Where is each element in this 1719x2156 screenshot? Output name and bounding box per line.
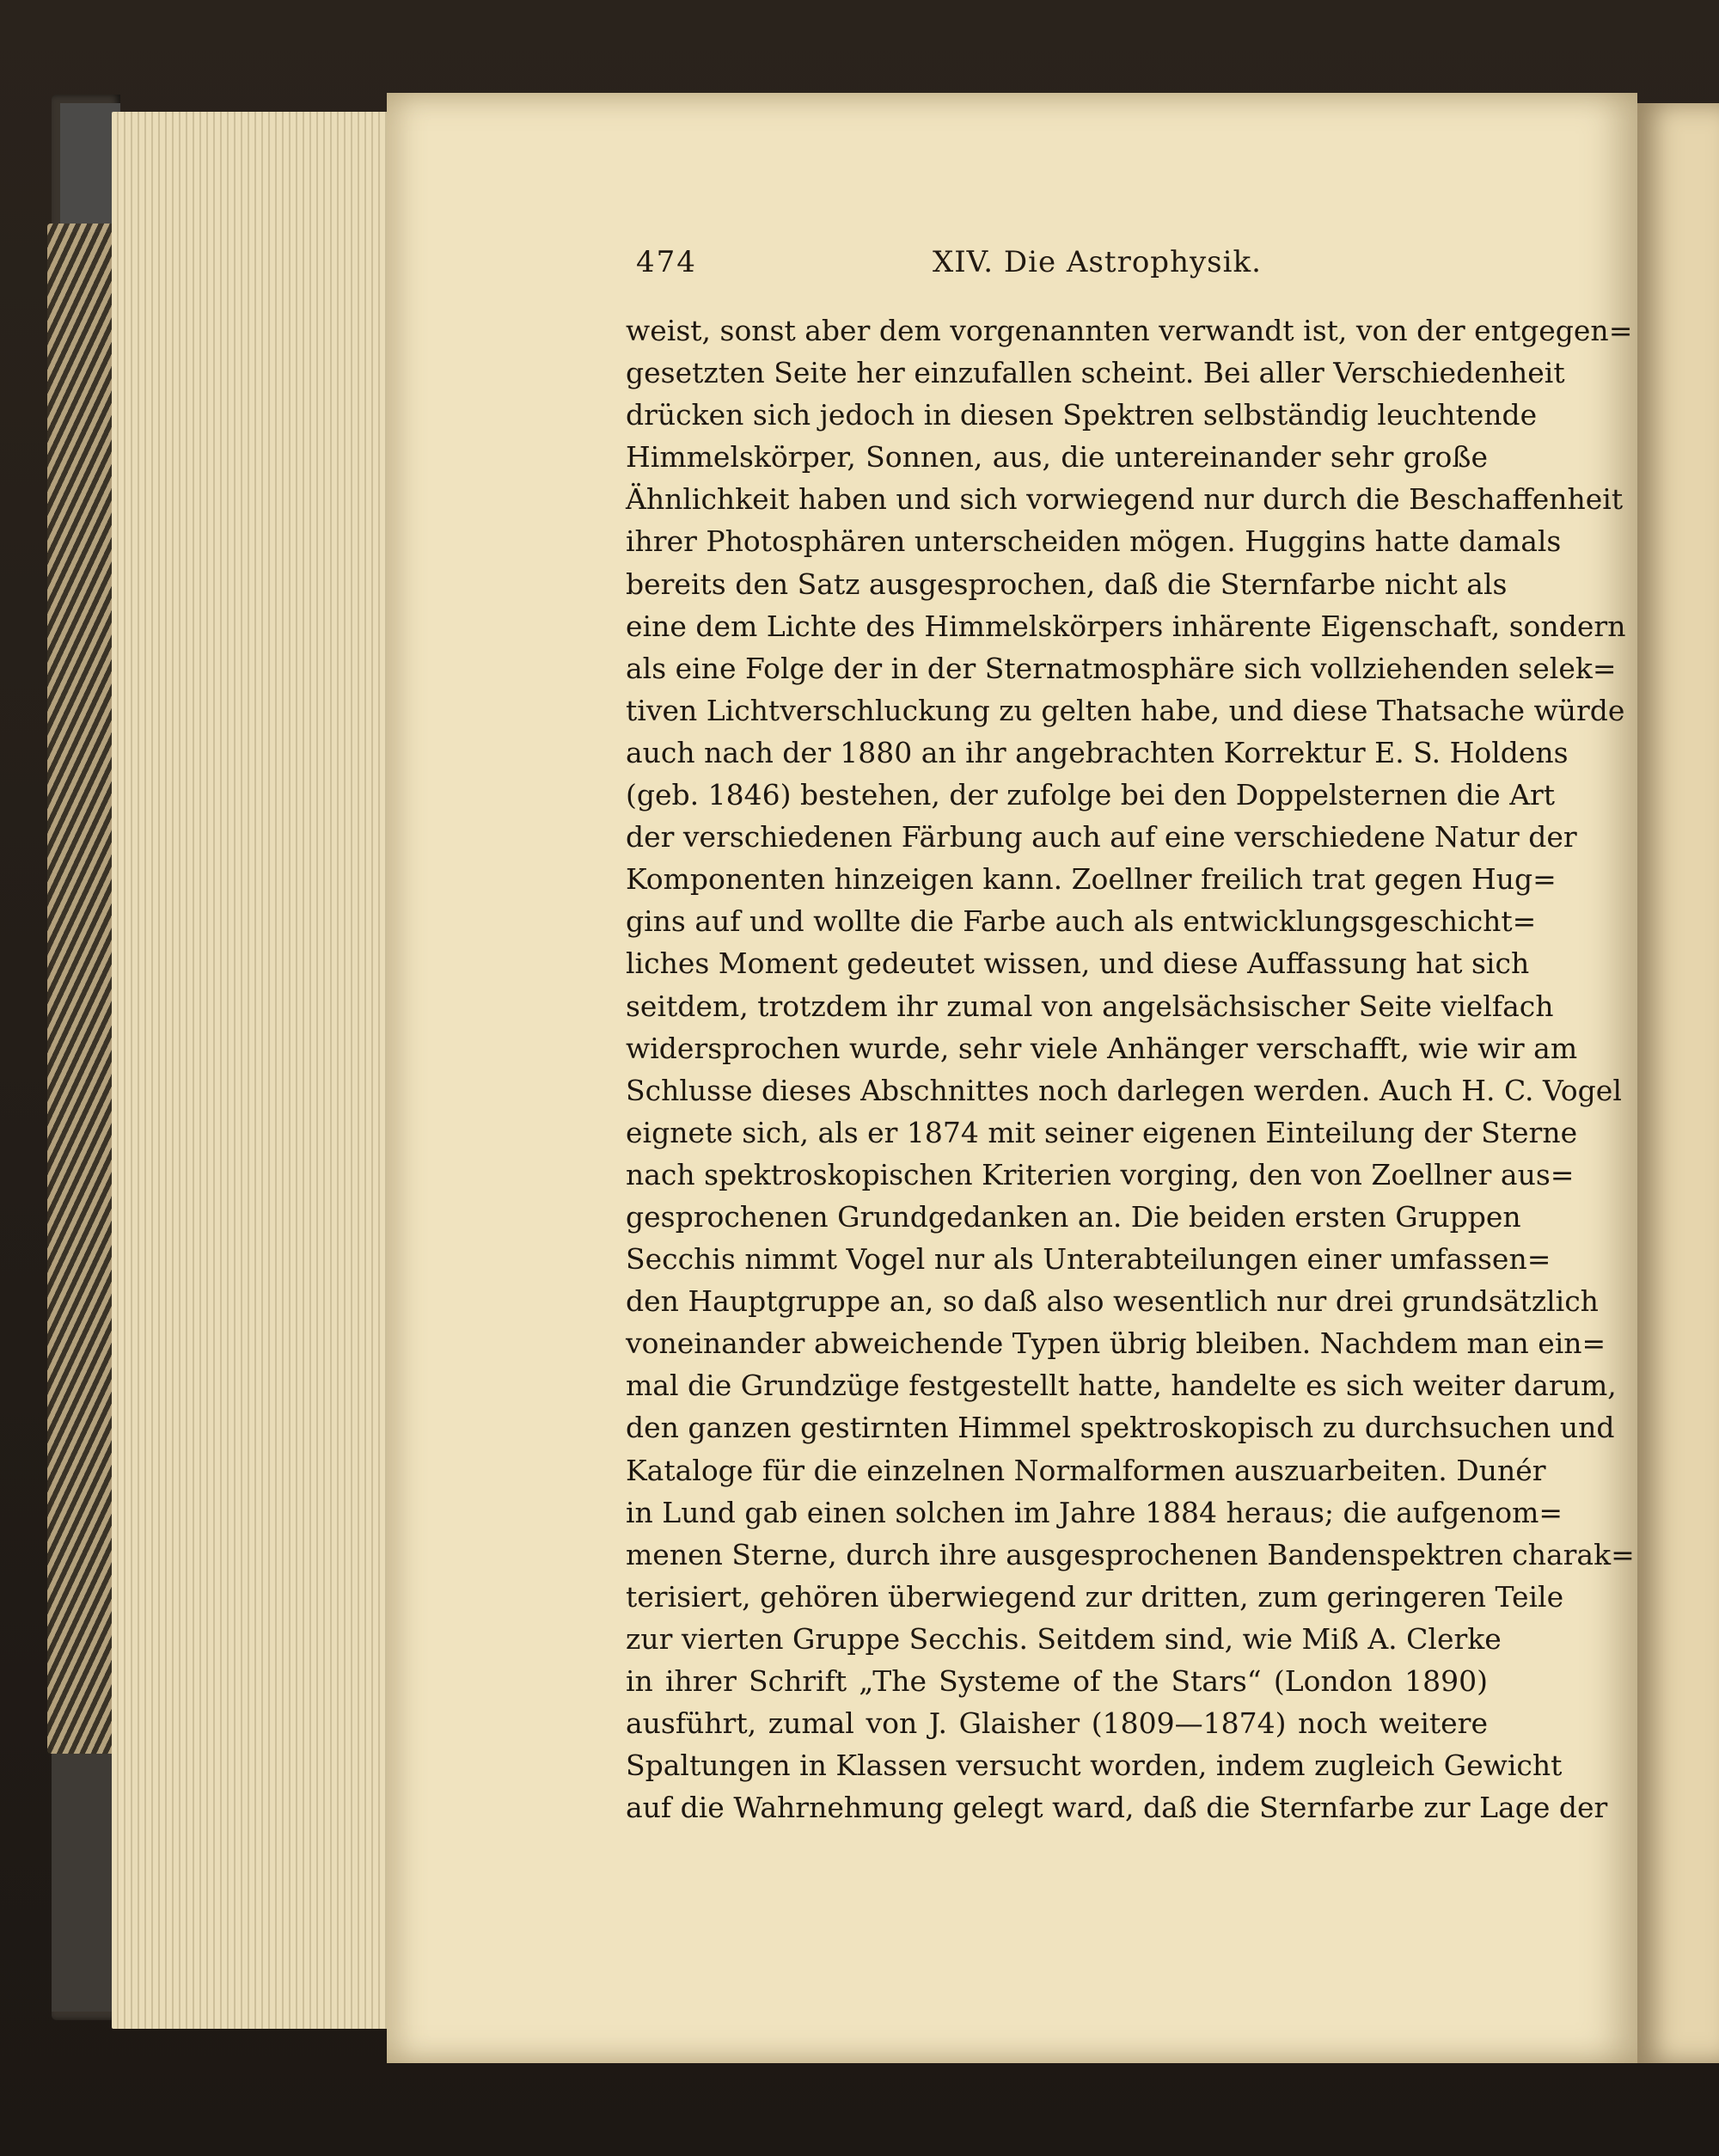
text-line: nach spektroskopischen Kriterien vorging, den von Zoellner aus= [626, 1157, 1575, 1191]
page-edges [112, 112, 387, 2029]
page-header [636, 245, 1496, 288]
facing-page-edge [1637, 103, 1719, 2063]
text-line: Himmelskörper, Sonnen, aus, die untereinander sehr große [626, 440, 1488, 475]
text-line: den ganzen gestirnten Himmel spektroskopisch zu durchsuchen und [626, 1411, 1615, 1445]
text-line: in ihrer Schrift „The Systeme of the Stars“ (London 1890) [626, 1664, 1488, 1698]
text-line: eine dem Lichte des Himmelskörpers inhärente Eigenschaft, sondern [626, 609, 1626, 643]
text-line: in Lund gab einen solchen im Jahre 1884 heraus; die aufgenom= [626, 1495, 1563, 1529]
text-line: als eine Folge der in der Sternatmosphäre sich vollziehenden selek= [626, 651, 1617, 685]
text-line: zur vierten Gruppe Secchis. Seitdem sind, wie Miß A. Clerke [626, 1621, 1502, 1656]
text-line: ihrer Photosphären unterscheiden mögen. Huggins hatte damals [626, 524, 1562, 559]
text-line: weist, sonst aber dem vorgenannten verwandt ist, von der entgegen= [626, 314, 1633, 347]
text-line: auch nach der 1880 an ihr angebrachten Korrektur E. S. Holdens [626, 735, 1569, 769]
text-line: (geb. 1846) bestehen, der zufolge bei den Doppelsternen die Art [626, 778, 1556, 812]
text-line: drücken sich jedoch in diesen Spektren selbständig leuchtende [626, 398, 1538, 432]
text-line: widersprochen wurde, sehr viele Anhänger verschafft, wie wir am [626, 1031, 1578, 1065]
page-number: 474 [636, 245, 697, 279]
text-line: menen Sterne, durch ihre ausgesprochenen Bandenspektren charak= [626, 1537, 1635, 1571]
book-spine-bottom [52, 1754, 120, 2012]
text-line: bereits den Satz ausgesprochen, daß die Sternfarbe nicht als [626, 567, 1508, 601]
text-line: eignete sich, als er 1874 mit seiner eigenen Einteilung der Sterne [626, 1115, 1578, 1149]
running-head: XIV. Die Astrophysik. [933, 245, 1262, 279]
text-line: ausführt, zumal von J. Glaisher (1809—1874) noch weitere [626, 1706, 1488, 1741]
text-line: tiven Lichtverschluckung zu gelten habe, und diese Thatsache würde [626, 693, 1625, 727]
text-line: Komponenten hinzeigen kann. Zoellner freilich trat gegen Hug= [626, 862, 1557, 897]
text-line: Spaltungen in Klassen versucht worden, indem zugleich Gewicht [626, 1749, 1563, 1783]
text-line: seitdem, trotzdem ihr zumal von angelsächsischer Seite vielfach [626, 989, 1554, 1023]
text-line: auf die Wahrnehmung gelegt ward, daß die Sternfarbe zur Lage der [626, 1791, 1608, 1825]
text-line: den Hauptgruppe an, so daß also wesentlich nur drei grundsätzlich [626, 1284, 1599, 1319]
text-line: Schlusse dieses Abschnittes noch darlegen werden. Auch H. C. Vogel [626, 1073, 1622, 1107]
text-line: Kataloge für die einzelnen Normalformen auszuarbeiten. Dunér [626, 1453, 1546, 1487]
text-line: mal die Grundzüge festgestellt hatte, handelte es sich weiter darum, [626, 1369, 1617, 1403]
text-line: Ähnlichkeit haben und sich vorwiegend nur durch die Beschaffenheit [626, 482, 1624, 517]
text-line: der verschiedenen Färbung auch auf eine verschiedene Natur der [626, 820, 1577, 854]
text-line: gesetzten Seite her einzufallen scheint. Bei aller Verschiedenheit [626, 356, 1565, 390]
text-line: Secchis nimmt Vogel nur als Unterabteilungen einer umfassen= [626, 1242, 1551, 1277]
text-line: voneinander abweichende Typen übrig bleiben. Nachdem man ein= [626, 1326, 1606, 1361]
text-line: liches Moment gedeutet wissen, und diese Auffassung hat sich [626, 946, 1530, 981]
body-text [626, 309, 1635, 1828]
text-line: gesprochenen Grundgedanken an. Die beiden ersten Gruppen [626, 1199, 1521, 1234]
text-line: gins auf und wollte die Farbe auch als entwicklungsgeschicht= [626, 904, 1537, 939]
text-line: terisiert, gehören überwiegend zur dritten, zum geringeren Teile [626, 1579, 1564, 1614]
marbled-cover-edge [47, 224, 116, 1754]
